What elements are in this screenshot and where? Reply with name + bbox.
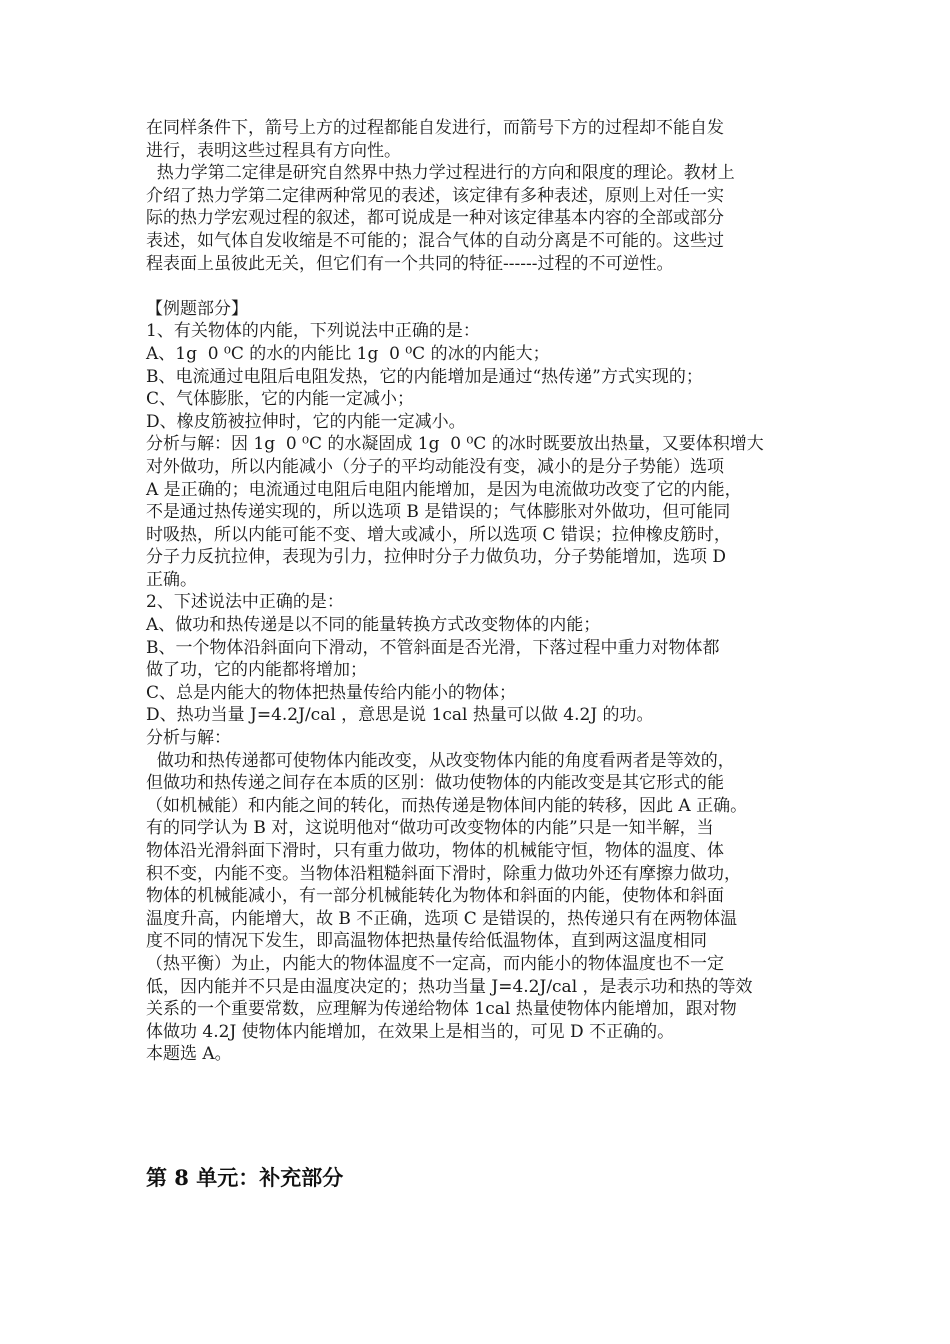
analysis-line: 有的同学认为 B 对，这说明他对“做功可改变物体的内能”只是一知半解，当 <box>146 818 714 839</box>
analysis-line: （如机械能）和内能之间的转化，而热传递是物体间内能的转移，因此 A 正确。 <box>146 795 748 816</box>
question-1: 1、有关物体的内能，下列说法中正确的是： <box>146 321 480 342</box>
analysis-line: 对外做功，所以内能减小（分子的平均动能没有变，减小的是分子势能）选项 <box>146 456 724 477</box>
analysis-line: 度不同的情况下发生，即高温物体把热量传给低温物体，直到两这温度相同 <box>146 931 707 952</box>
text-line: 表述，如气体自发收缩是不可能的；混合气体的自动分离是不可能的。这些过 <box>146 230 724 251</box>
answer-line: 本题选 A。 <box>146 1044 232 1065</box>
analysis-line: 低，因内能并不只是由温度决定的；热功当量 J=4.2J/cal ，是表示功和热的等效 <box>146 976 753 997</box>
analysis-line: 体做功 4.2J 使物体内能增加，在效果上是相当的，可见 D 不正确的。 <box>146 1021 675 1042</box>
analysis-line: 分子力反抗拉伸，表现为引力，拉伸时分子力做负功，分子势能增加，选项 D <box>146 547 727 568</box>
analysis-line: 不是通过热传递实现的，所以选项 B 是错误的；气体膨胀对外做功，但可能同 <box>146 502 731 523</box>
analysis-label: 分析与解： <box>146 728 231 749</box>
option-line: 做了功，它的内能都将增加； <box>146 660 367 681</box>
analysis-line: 做功和热传递都可使物体内能改变，从改变物体内能的角度看两者是等效的， <box>146 750 735 771</box>
paragraph-gap <box>146 275 814 298</box>
section-heading: 第 8 单元：补充部分 <box>146 1165 344 1190</box>
option-line: C、气体膨胀，它的内能一定减小； <box>146 389 415 410</box>
analysis-line: A 是正确的；电流通过电阻后电阻内能增加，是因为电流做功改变了它的内能， <box>146 479 742 500</box>
question-2: 2、下述说法中正确的是： <box>146 592 344 613</box>
examples-title: 【例题部分】 <box>146 298 248 319</box>
analysis-line: 时吸热，所以内能可能不变、增大或减小，所以选项 C 错误；拉伸橡皮筋时， <box>146 524 731 545</box>
option-line: C、总是内能大的物体把热量传给内能小的物体； <box>146 682 517 703</box>
option-line: D、热功当量 J=4.2J/cal ，意思是说 1cal 热量可以做 4.2J 的功。 <box>146 705 654 726</box>
analysis-line: 正确。 <box>146 569 197 590</box>
analysis-line: 关系的一个重要常数，应理解为传递给物体 1cal 热量使物体内能增加，跟对物 <box>146 999 737 1020</box>
option-line: B、电流通过电阻后电阻发热，它的内能增加是通过“热传递”方式实现的； <box>146 366 703 387</box>
text-line: 在同样条件下，箭号上方的过程都能自发进行，而箭号下方的过程却不能自发 <box>146 118 724 138</box>
analysis-line: 物体的机械能减小，有一部分机械能转化为物体和斜面的内能，使物体和斜面 <box>146 886 724 907</box>
option-line: D、橡皮筋被拉伸时，它的内能一定减小。 <box>146 411 466 432</box>
text-line: 介绍了热力学第二定律两种常见的表述，该定律有多种表述，原则上对任一实 <box>146 185 724 206</box>
analysis-line: （热平衡）为止，内能大的物体温度不一定高，而内能小的物体温度也不一定 <box>146 953 724 974</box>
text-line: 程表面上虽彼此无关，但它们有一个共同的特征------过程的不可逆性。 <box>146 253 674 274</box>
option-line: A、做功和热传递是以不同的能量转换方式改变物体的内能； <box>146 615 601 636</box>
option-line: A、1g 0 ⁰C 的水的内能比 1g 0 ⁰C 的冰的内能大； <box>146 343 550 364</box>
analysis-line: 积不变，内能不变。当物体沿粗糙斜面下滑时，除重力做功外还有摩擦力做功， <box>146 863 741 884</box>
analysis-line: 分析与解：因 1g 0 ⁰C 的水凝固成 1g 0 ⁰C 的冰时既要放出热量，又要体积增大 <box>146 434 764 455</box>
analysis-line: 温度升高，内能增大，故 B 不正确，选项 C 是错误的，热传递只有在两物体温 <box>146 908 738 929</box>
text-line: 进行，表明这些过程具有方向性。 <box>146 140 401 161</box>
text-line: 际的热力学宏观过程的叙述，都可说成是一种对该定律基本内容的全部或部分 <box>146 208 724 229</box>
analysis-line: 但做功和热传递之间存在本质的区别：做功使物体的内能改变是其它形式的能 <box>146 773 724 794</box>
text-line: 热力学第二定律是研究自然界中热力学过程进行的方向和限度的理论。教材上 <box>146 163 735 184</box>
option-line: B、一个物体沿斜面向下滑动，不管斜面是否光滑，下落过程中重力对物体都 <box>146 637 720 658</box>
analysis-line: 物体沿光滑斜面下滑时，只有重力做功，物体的机械能守恒，物体的温度、体 <box>146 841 724 861</box>
document-body <box>146 117 814 1066</box>
